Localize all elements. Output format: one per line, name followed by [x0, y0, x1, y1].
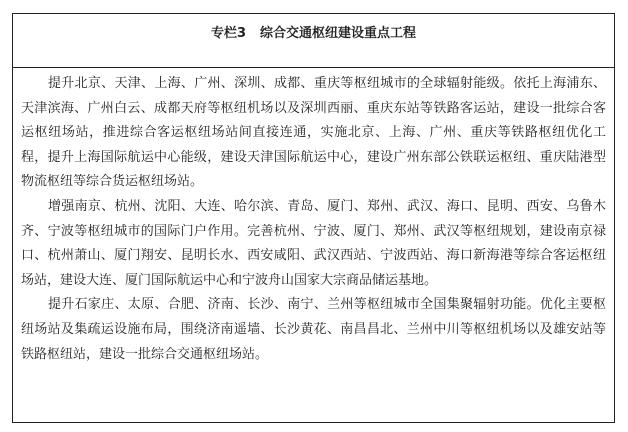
feature-box — [12, 13, 615, 423]
text-line: 场站，建设大连、厦门国际航运中心和宁波舟山国家大宗商品储运基地。 — [21, 272, 438, 288]
box-title-text: 综合交通枢纽建设重点工程 — [260, 26, 417, 41]
box-title — [13, 14, 614, 68]
paragraph — [21, 293, 606, 367]
text-line: 运枢纽场站，推进综合客运枢纽场站间直接连通，实施北京、上海、广州、重庆等铁路枢纽优化工 — [21, 125, 606, 141]
paragraph — [21, 195, 606, 293]
paragraph — [21, 72, 606, 195]
text-line: 增强南京、杭州、沈阳、大连、哈尔滨、青岛、厦门、郑州、武汉、海口、昆明、西安、乌鲁木 — [48, 198, 606, 214]
text-line: 口、杭州萧山、厦门翔安、昆明长水、西安咸阳、武汉西站、宁波西站、海口新海港等综合客运枢纽 — [21, 248, 606, 264]
text-line: 纽场站及集疏运设施布局，围绕济南遥墙、长沙黄花、南昌昌北、兰州中川等枢纽机场以及雄安站等 — [21, 321, 606, 337]
box-number: 专栏3 — [210, 26, 247, 41]
text-line: 提升石家庄、太原、合肥、济南、长沙、南宁、兰州等枢纽城市全国集聚辐射功能。优化主要枢 — [48, 297, 606, 313]
text-line: 提升北京、天津、上海、广州、深圳、成都、重庆等枢纽城市的全球辐射能级。依托上海浦东、 — [48, 76, 606, 91]
text-line: 铁路枢纽站，建设一批综合交通枢纽场站。 — [21, 346, 269, 362]
text-line: 程，提升上海国际航运中心能级，建设天津国际航运中心，建设广州东部公铁联运枢纽、重庆陆港型 — [21, 149, 606, 165]
text-line: 齐、宁波等枢纽城市的国际门户作用。完善杭州、宁波、厦门、郑州、武汉等枢纽规划，建设南京禄 — [21, 223, 606, 239]
text-line: 物流枢纽等综合货运枢纽场站。 — [21, 174, 204, 190]
text-line: 天津滨海、广州白云、成都天府等枢纽机场以及深圳西丽、重庆东站等铁路客运站，建设一批综合客 — [21, 100, 606, 116]
box-body — [13, 68, 614, 367]
